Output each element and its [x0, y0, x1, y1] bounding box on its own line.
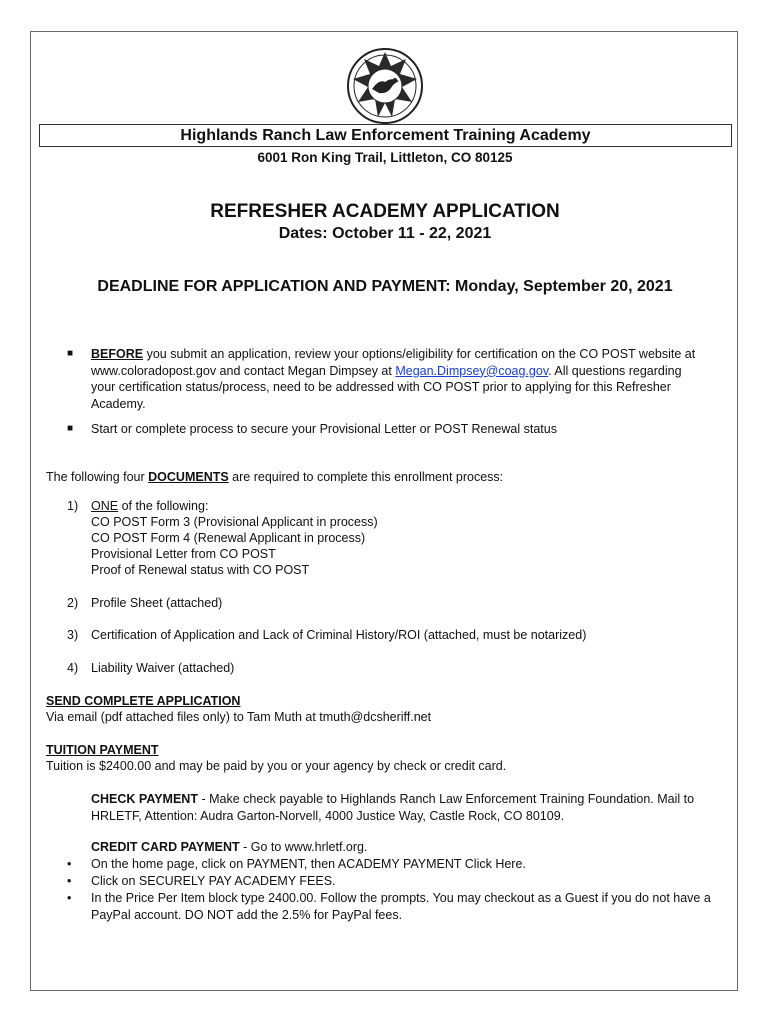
- before-label: BEFORE: [91, 347, 144, 361]
- megan-email-link[interactable]: Megan.Dimpsey@coag.gov: [395, 363, 549, 378]
- item-4-number: 4): [67, 661, 79, 675]
- send-text: Via email (pdf attached files only) to Tam Muth at tmuth@dcsheriff.net: [46, 710, 432, 724]
- check-payment: [91, 791, 731, 824]
- deadline-notice: DEADLINE FOR APPLICATION AND PAYMENT: Monday, September 20, 2021: [97, 278, 673, 295]
- item-2-number: 2): [67, 596, 79, 610]
- check-payment-text: - Make check payable to Highlands Ranch Law Enforcement Training Foundation. Mail to HRLETF, Attention: Audra Garton-Norvell, 4000 Justice Way, Castle Rock, CO 80109.: [91, 792, 695, 823]
- item-4: Liability Waiver (attached): [91, 661, 235, 675]
- before-text-a: you submit an application, review your options/eligibility for certification on the CO POST website at www.coloradopost.gov and contact Megan Dimpsey at: [91, 347, 696, 378]
- one-label: ONE: [91, 499, 119, 513]
- item-1-option: CO POST Form 3 (Provisional Applicant in process): [91, 515, 378, 529]
- check-payment-label: CHECK PAYMENT: [91, 792, 198, 806]
- item-2: Profile Sheet (attached): [91, 596, 223, 610]
- before-text-b: . All questions regarding your certification status/process, need to be addressed with CO POST prior to applying for this Refresher Academy.: [91, 363, 682, 411]
- bullet-before: [91, 346, 701, 412]
- documents-intro: [46, 469, 726, 486]
- documents-intro-a: The following four: [46, 470, 149, 484]
- page-title: REFRESHER ACADEMY APPLICATION: [210, 201, 560, 222]
- credit-payment-text: - Go to www.hrletf.org.: [239, 840, 368, 854]
- item-1-option: CO POST Form 4 (Renewal Applicant in process): [91, 531, 366, 545]
- item-1-text: of the following:: [118, 499, 209, 513]
- payment-step: On the home page, click on PAYMENT, then ACADEMY PAYMENT Click Here.: [91, 857, 526, 871]
- payment-step: Click on SECURELY PAY ACADEMY FEES.: [91, 874, 336, 888]
- document-page: [30, 31, 738, 991]
- item-1-number: 1): [67, 499, 79, 513]
- bullet-provisional: Start or complete process to secure your Provisional Letter or POST Renewal status: [91, 422, 557, 436]
- square-bullet-icon: ■: [67, 348, 74, 359]
- item-1: [91, 498, 691, 515]
- academy-address: 6001 Ron King Trail, Littleton, CO 80125: [257, 150, 513, 165]
- documents-intro-b: are required to complete this enrollment process:: [228, 470, 504, 484]
- send-heading: SEND COMPLETE APPLICATION: [46, 694, 241, 708]
- tuition-text: Tuition is $2400.00 and may be paid by you or your agency by check or credit card.: [46, 759, 507, 773]
- academy-dates: Dates: October 11 - 22, 2021: [278, 225, 492, 242]
- credit-payment: [91, 839, 731, 856]
- square-bullet-icon: ■: [67, 423, 74, 434]
- bullet-dot-icon: •: [67, 874, 72, 888]
- bullet-dot-icon: •: [67, 857, 72, 871]
- tuition-heading: TUITION PAYMENT: [46, 743, 159, 757]
- item-3: Certification of Application and Lack of Criminal History/ROI (attached, must be notarized): [91, 628, 587, 642]
- payment-step: In the Price Per Item block type 2400.00. Follow the prompts. You may checkout as a Guest if you do not have a PayPal account. DO NOT add the 2.5% for PayPal fees.: [91, 891, 711, 922]
- academy-name: Highlands Ranch Law Enforcement Training Academy: [39, 124, 732, 147]
- item-1-option: Provisional Letter from CO POST: [91, 547, 276, 561]
- item-3-number: 3): [67, 628, 79, 642]
- bullet-dot-icon: •: [67, 891, 72, 905]
- credit-payment-label: CREDIT CARD PAYMENT: [91, 840, 240, 854]
- sheriff-seal-icon: [345, 46, 425, 126]
- item-1-option: Proof of Renewal status with CO POST: [91, 563, 310, 577]
- documents-label: DOCUMENTS: [148, 470, 229, 484]
